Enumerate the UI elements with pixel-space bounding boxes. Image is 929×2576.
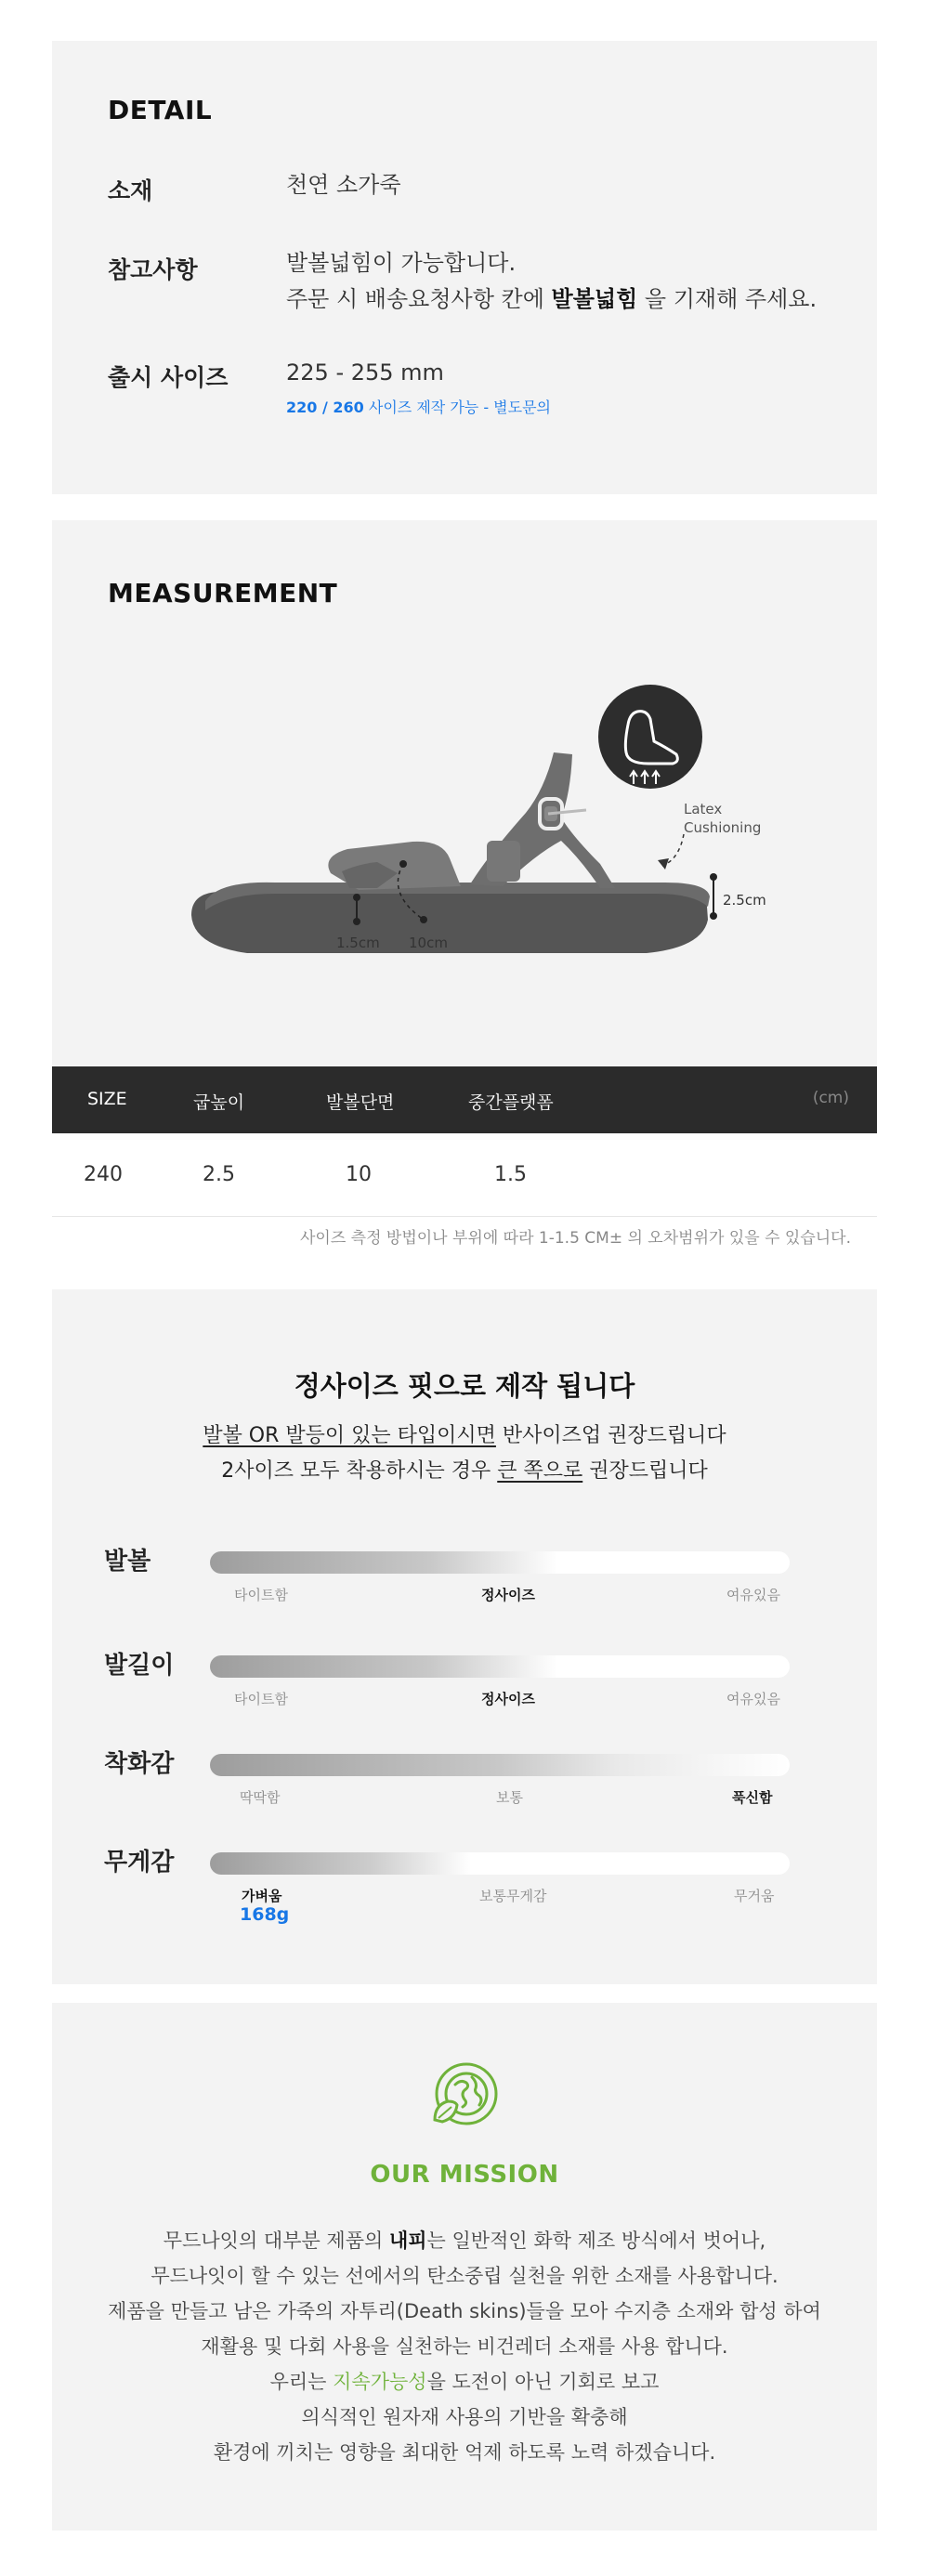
mission-line-1: 무드나잇의 대부분 제품의 내피는 일반적인 화학 제조 방식에서 벗어나,: [163, 2229, 766, 2252]
measurement-caption: 사이즈 측정 방법이나 부위에 따라 1-1.5 CM± 의 오차범위가 있을 수 있습니다.: [299, 1229, 851, 1248]
fit-section: [52, 1289, 877, 1984]
note-line-2: 주문 시 배송요청사항 칸에 발볼넓힘 을 기재해 주세요.: [286, 286, 818, 312]
note-label: 참고사항: [108, 256, 198, 283]
size-table-header: [52, 1066, 877, 1133]
latex-label-2: Cushioning: [684, 819, 762, 836]
fit-tick-weight-0: 가벼움: [242, 1888, 282, 1904]
size-note: 220 / 260 사이즈 제작 가능 - 별도문의: [286, 399, 552, 416]
fit-tick-weight-1: 보통무게감: [479, 1888, 547, 1904]
mission-line-5: 우리는 지속가능성을 도전이 아닌 기회로 보고: [269, 2371, 660, 2393]
mission-title: OUR MISSION: [370, 2161, 559, 2189]
note-line-1: 발볼넓힘이 가능합니다.: [286, 250, 517, 276]
sandal-illustration: [52, 650, 877, 1078]
latex-label-1: Latex: [684, 801, 723, 817]
material-value: 천연 소가죽: [286, 172, 401, 198]
dim-front: 1.5cm: [336, 935, 380, 951]
detail-section: [52, 41, 877, 494]
fit-title: 정사이즈 핏으로 제작 됩니다: [294, 1370, 635, 1402]
weight-value: 168g: [240, 1904, 290, 1925]
dim-ball: 10cm: [409, 935, 448, 951]
fit-bar-length: [210, 1655, 790, 1678]
fit-tick-ball-2: 여유있음: [726, 1587, 780, 1603]
cell-ball: 10: [346, 1163, 372, 1186]
fit-label-weight: 무게감: [104, 1849, 175, 1876]
size-label: 출시 사이즈: [108, 364, 229, 391]
fit-tick-weight-2: 무거움: [734, 1888, 775, 1904]
col-platform: 중간플랫폼: [468, 1092, 554, 1113]
mission-line-6: 의식적인 원자재 사용의 기반을 확충해: [301, 2406, 628, 2428]
fit-bar-comfort: [210, 1754, 790, 1776]
fit-line-2: 2사이즈 모두 착용하시는 경우 큰 쪽으로 권장드립니다: [221, 1459, 708, 1483]
size-table-row: [52, 1133, 877, 1217]
detail-title: DETAIL: [108, 95, 213, 125]
mission-section: [52, 2003, 877, 2530]
fit-tick-comfort-0: 딱딱함: [240, 1789, 281, 1806]
col-heel: 굽높이: [193, 1092, 245, 1113]
fit-label-ball: 발볼: [104, 1548, 151, 1576]
mission-line-3: 제품을 만들고 남은 가죽의 자투리(Death skins)들을 모아 수지층 소재와 합성 하여: [108, 2300, 821, 2322]
measurement-title: MEASUREMENT: [108, 578, 338, 608]
cell-platform: 1.5: [494, 1163, 527, 1186]
fit-tick-comfort-1: 보통: [496, 1789, 523, 1806]
fit-bar-weight: [210, 1852, 790, 1875]
cell-size: 240: [84, 1163, 123, 1186]
size-value: 225 - 255 mm: [286, 360, 444, 386]
fit-tick-length-1: 정사이즈: [481, 1691, 535, 1707]
cell-heel: 2.5: [203, 1163, 235, 1186]
material-label: 소재: [108, 177, 153, 204]
fit-line-1: 발볼 OR 발등이 있는 타입이시면 반사이즈업 권장드립니다: [203, 1424, 726, 1447]
col-size: SIZE: [87, 1089, 127, 1109]
col-unit: (cm): [812, 1089, 849, 1107]
col-ball: 발볼단면: [326, 1092, 395, 1113]
earth-leaf-icon: [427, 2059, 502, 2133]
fit-label-comfort: 착화감: [104, 1750, 175, 1778]
fit-bar-ball: [210, 1551, 790, 1574]
dim-heel: 2.5cm: [723, 892, 766, 909]
measurement-section: [52, 520, 877, 1217]
fit-label-length: 발길이: [104, 1652, 175, 1680]
fit-tick-comfort-2: 푹신함: [732, 1789, 773, 1806]
fit-tick-length-2: 여유있음: [726, 1691, 780, 1707]
fit-tick-ball-1: 정사이즈: [481, 1587, 535, 1603]
mission-line-4: 재활용 및 다회 사용을 실천하는 비건레더 소재를 사용 합니다.: [201, 2335, 728, 2358]
fit-tick-ball-0: 타이트함: [234, 1587, 288, 1603]
mission-line-7: 환경에 끼치는 영향을 최대한 억제 하도록 노력 하겠습니다.: [213, 2441, 716, 2464]
fit-tick-length-0: 타이트함: [234, 1691, 288, 1707]
mission-line-2: 무드나잇이 할 수 있는 선에서의 탄소중립 실천을 위한 소재를 사용합니다.: [150, 2265, 779, 2287]
